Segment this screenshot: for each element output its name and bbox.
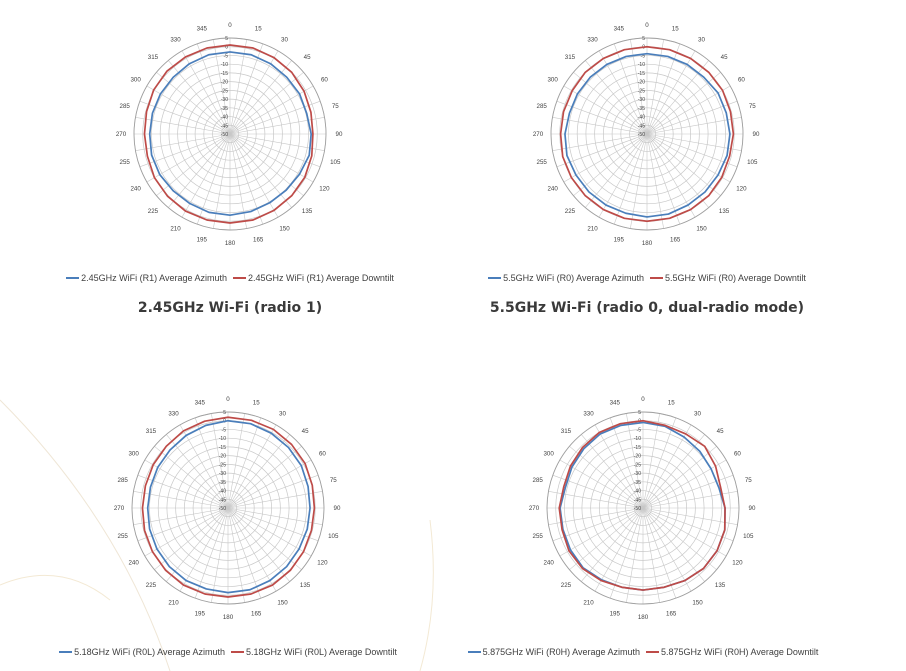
- angle-tick-label: 255: [119, 159, 130, 167]
- angle-tick-label: 285: [119, 102, 130, 110]
- angle-tick-label: 210: [583, 599, 594, 607]
- polar-plot: [437, 0, 857, 270]
- legend-swatch: [646, 651, 659, 653]
- legend-item-azimuth: [488, 273, 644, 283]
- radial-tick-label: 5: [638, 410, 641, 416]
- radial-tick-label: -40: [633, 488, 641, 495]
- angle-tick-label: 90: [335, 131, 343, 138]
- legend-swatch: [66, 277, 79, 279]
- angle-tick-label: 240: [130, 185, 141, 193]
- angle-tick-label: 15: [667, 399, 675, 407]
- radial-tick-label: -10: [220, 62, 228, 69]
- legend-label: 2.45GHz WiFi (R1) Average Downtilt: [248, 273, 394, 283]
- legend-swatch: [59, 651, 72, 653]
- radial-tick-label: -5: [640, 53, 645, 60]
- angle-tick-label: 30: [279, 410, 286, 418]
- legend-item-azimuth: [468, 647, 640, 657]
- angle-tick-label: 210: [587, 225, 598, 233]
- angle-tick-label: 90: [752, 131, 760, 138]
- radial-tick-label: -30: [633, 471, 641, 478]
- legend-label: 5.875GHz WiFi (R0H) Average Azimuth: [482, 647, 640, 657]
- radial-tick-label: -15: [220, 70, 228, 77]
- angle-tick-label: 105: [330, 159, 341, 167]
- legend-swatch: [231, 651, 244, 653]
- radial-tick-label: -15: [633, 444, 641, 451]
- angle-tick-label: 345: [609, 399, 620, 407]
- radial-tick-label: -45: [637, 123, 645, 130]
- radial-tick-label: -45: [633, 497, 641, 504]
- angle-tick-label: 90: [333, 505, 341, 512]
- angle-tick-label: 270: [113, 505, 125, 512]
- polar-chart-2: [437, 0, 857, 316]
- angle-tick-label: 180: [637, 614, 649, 621]
- legend-item-downtilt: [231, 647, 397, 657]
- legend-swatch: [650, 277, 663, 279]
- angle-tick-label: 15: [254, 25, 262, 33]
- radial-tick-label: -15: [218, 444, 226, 451]
- legend-label: 5.18GHz WiFi (R0L) Average Downtilt: [246, 647, 397, 657]
- angle-tick-label: 45: [303, 53, 311, 61]
- radial-tick-label: -40: [218, 488, 226, 495]
- angle-tick-label: 120: [732, 559, 743, 567]
- angle-tick-label: 120: [319, 185, 330, 193]
- angle-tick-label: 330: [168, 410, 179, 418]
- angle-tick-label: 120: [317, 559, 328, 567]
- angle-tick-label: 135: [301, 208, 313, 216]
- radial-tick-label: -20: [633, 453, 641, 460]
- polar-plot: [433, 374, 853, 644]
- angle-tick-label: 315: [147, 53, 159, 61]
- radial-tick-label: -25: [637, 88, 645, 95]
- chart-legend: [433, 644, 853, 660]
- chart-legend: [18, 644, 438, 660]
- legend-label: 5.5GHz WiFi (R0) Average Azimuth: [503, 273, 644, 283]
- angle-tick-label: 225: [560, 582, 572, 590]
- chart-legend: [20, 270, 440, 286]
- angle-tick-label: 0: [641, 396, 645, 403]
- legend-label: 5.18GHz WiFi (R0L) Average Azimuth: [74, 647, 225, 657]
- angle-tick-label: 30: [694, 410, 701, 418]
- angle-tick-label: 270: [532, 131, 544, 138]
- radial-tick-label: 0: [223, 418, 226, 425]
- angle-tick-label: 285: [536, 102, 547, 110]
- angle-tick-label: 165: [666, 610, 677, 618]
- angle-tick-label: 270: [115, 131, 127, 138]
- angle-tick-label: 240: [547, 185, 558, 193]
- radial-tick-label: -10: [637, 62, 645, 69]
- radial-tick-label: -5: [223, 53, 228, 60]
- radial-tick-label: -50: [218, 506, 226, 512]
- angle-tick-label: 255: [536, 159, 547, 167]
- angle-tick-label: 255: [532, 533, 543, 541]
- angle-tick-label: 75: [331, 102, 339, 110]
- angle-tick-label: 225: [147, 208, 159, 216]
- legend-swatch: [488, 277, 501, 279]
- angle-tick-label: 180: [222, 614, 234, 621]
- angle-tick-label: 60: [318, 450, 326, 458]
- radial-tick-label: -35: [633, 479, 641, 486]
- radial-tick-label: -35: [218, 479, 226, 486]
- angle-tick-label: 15: [671, 25, 679, 33]
- angle-tick-label: 345: [613, 25, 624, 33]
- angle-tick-label: 315: [564, 53, 576, 61]
- radial-tick-label: 0: [225, 44, 228, 51]
- angle-tick-label: 180: [641, 240, 653, 247]
- angle-tick-label: 300: [130, 76, 141, 84]
- radial-tick-label: -50: [220, 132, 228, 138]
- angle-tick-label: 180: [224, 240, 236, 247]
- angle-tick-label: 255: [117, 533, 128, 541]
- radial-tick-label: -45: [218, 497, 226, 504]
- radial-tick-label: -25: [218, 462, 226, 469]
- radial-tick-label: -30: [220, 97, 228, 104]
- radial-tick-label: -35: [637, 105, 645, 112]
- legend-label: 5.5GHz WiFi (R0) Average Downtilt: [665, 273, 806, 283]
- radial-tick-label: -5: [221, 427, 226, 434]
- legend-item-downtilt: [650, 273, 806, 283]
- polar-chart-1: [20, 0, 440, 316]
- angle-tick-label: 135: [714, 582, 726, 590]
- angle-tick-label: 330: [587, 36, 598, 44]
- radial-tick-label: -45: [220, 123, 228, 130]
- radial-tick-label: -10: [633, 436, 641, 443]
- angle-tick-label: 300: [543, 450, 554, 458]
- angle-tick-label: 60: [737, 76, 745, 84]
- legend-item-azimuth: [66, 273, 227, 283]
- radial-tick-label: 0: [638, 418, 641, 425]
- angle-tick-label: 270: [528, 505, 540, 512]
- radial-tick-label: -50: [633, 506, 641, 512]
- angle-tick-label: 30: [698, 36, 705, 44]
- chart-title: 2.45GHz Wi-Fi (radio 1): [137, 300, 323, 316]
- angle-tick-label: 285: [532, 476, 543, 484]
- angle-tick-label: 300: [128, 450, 139, 458]
- angle-tick-label: 30: [281, 36, 288, 44]
- radial-tick-label: -35: [220, 105, 228, 112]
- angle-tick-label: 225: [564, 208, 576, 216]
- angle-tick-label: 165: [670, 236, 681, 244]
- angle-tick-label: 120: [736, 185, 747, 193]
- angle-tick-label: 195: [613, 236, 624, 244]
- angle-tick-label: 60: [320, 76, 328, 84]
- angle-tick-label: 315: [560, 427, 572, 435]
- angle-tick-label: 45: [716, 427, 724, 435]
- radial-tick-label: -25: [220, 88, 228, 95]
- angle-tick-label: 75: [748, 102, 756, 110]
- angle-tick-label: 315: [145, 427, 157, 435]
- radial-tick-label: 0: [642, 44, 645, 51]
- legend-swatch: [233, 277, 246, 279]
- radial-tick-label: -25: [633, 462, 641, 469]
- angle-tick-label: 330: [583, 410, 594, 418]
- angle-tick-label: 135: [718, 208, 730, 216]
- angle-tick-label: 210: [170, 225, 181, 233]
- angle-tick-label: 135: [299, 582, 311, 590]
- angle-tick-label: 90: [748, 505, 756, 512]
- polar-plot: [18, 374, 438, 644]
- angle-tick-label: 345: [194, 399, 205, 407]
- polar-chart-4: [433, 374, 853, 657]
- radial-tick-label: -10: [218, 436, 226, 443]
- angle-tick-label: 15: [252, 399, 260, 407]
- angle-tick-label: 45: [720, 53, 728, 61]
- radial-tick-label: -5: [636, 427, 641, 434]
- angle-tick-label: 225: [145, 582, 157, 590]
- angle-tick-label: 75: [329, 476, 337, 484]
- angle-tick-label: 195: [609, 610, 620, 618]
- radial-tick-label: -20: [218, 453, 226, 460]
- radial-tick-label: -40: [637, 114, 645, 121]
- angle-tick-label: 195: [196, 236, 207, 244]
- legend-item-downtilt: [233, 273, 394, 283]
- angle-tick-label: 0: [226, 396, 230, 403]
- legend-item-downtilt: [646, 647, 818, 657]
- chart-title: 5.5GHz Wi-Fi (radio 0, dual-radio mode): [489, 300, 805, 316]
- angle-tick-label: 105: [328, 533, 339, 541]
- angle-tick-label: 150: [696, 225, 707, 233]
- chart-legend: [437, 270, 857, 286]
- angle-tick-label: 45: [301, 427, 309, 435]
- angle-tick-label: 210: [168, 599, 179, 607]
- radial-tick-label: 5: [223, 410, 226, 416]
- angle-tick-label: 285: [117, 476, 128, 484]
- angle-tick-label: 0: [645, 22, 649, 29]
- polar-plot: [20, 0, 440, 270]
- angle-tick-label: 150: [692, 599, 703, 607]
- legend-swatch: [468, 651, 481, 653]
- angle-tick-label: 240: [543, 559, 554, 567]
- angle-tick-label: 345: [196, 25, 207, 33]
- legend-item-azimuth: [59, 647, 225, 657]
- angle-tick-label: 150: [279, 225, 290, 233]
- radial-tick-label: -30: [637, 97, 645, 104]
- radial-tick-label: -50: [637, 132, 645, 138]
- radial-tick-label: -40: [220, 114, 228, 121]
- angle-tick-label: 165: [251, 610, 262, 618]
- angle-tick-label: 105: [747, 159, 758, 167]
- angle-tick-label: 105: [743, 533, 754, 541]
- polar-chart-3: [18, 374, 438, 657]
- radial-tick-label: -30: [218, 471, 226, 478]
- angle-tick-label: 300: [547, 76, 558, 84]
- angle-tick-label: 195: [194, 610, 205, 618]
- angle-tick-label: 165: [253, 236, 264, 244]
- angle-tick-label: 75: [744, 476, 752, 484]
- legend-label: 5.875GHz WiFi (R0H) Average Downtilt: [661, 647, 819, 657]
- radial-tick-label: 5: [642, 36, 645, 42]
- radial-tick-label: -20: [637, 79, 645, 86]
- legend-label: 2.45GHz WiFi (R1) Average Azimuth: [81, 273, 227, 283]
- radial-tick-label: 5: [225, 36, 228, 42]
- angle-tick-label: 150: [277, 599, 288, 607]
- angle-tick-label: 0: [228, 22, 232, 29]
- angle-tick-label: 60: [733, 450, 741, 458]
- angle-tick-label: 330: [170, 36, 181, 44]
- angle-tick-label: 240: [128, 559, 139, 567]
- radial-tick-label: -15: [637, 70, 645, 77]
- radial-tick-label: -20: [220, 79, 228, 86]
